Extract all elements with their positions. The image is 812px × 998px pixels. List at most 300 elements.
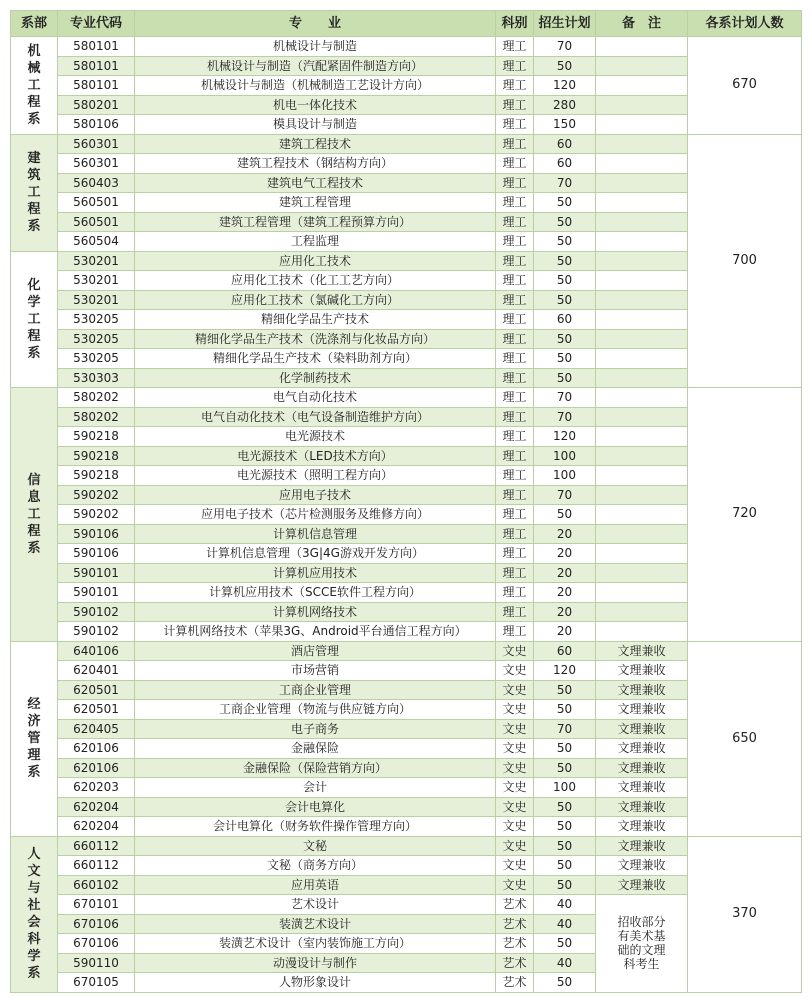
- major-note: 文理兼收: [596, 641, 688, 661]
- major-plan: 60: [534, 310, 596, 330]
- major-code: 620405: [58, 719, 135, 739]
- major-plan: 100: [534, 446, 596, 466]
- major-category: 理工: [496, 602, 534, 622]
- major-plan: 100: [534, 778, 596, 798]
- major-category: 理工: [496, 485, 534, 505]
- major-code: 670105: [58, 973, 135, 993]
- major-category: 理工: [496, 349, 534, 369]
- major-plan: 70: [534, 388, 596, 408]
- major-note: [596, 95, 688, 115]
- major-plan: 280: [534, 95, 596, 115]
- table-row: [11, 700, 802, 720]
- major-plan: 40: [534, 953, 596, 973]
- major-note: 文理兼收: [596, 680, 688, 700]
- dept-name: [11, 836, 58, 992]
- major-plan: 50: [534, 232, 596, 252]
- major-category: 理工: [496, 232, 534, 252]
- major-name: 装潢艺术设计: [135, 914, 496, 934]
- dept-name-text: 化学工程系: [27, 277, 41, 361]
- major-plan: 50: [534, 56, 596, 76]
- major-code: 580101: [58, 56, 135, 76]
- major-name: 建筑工程技术（钢结构方向）: [135, 154, 496, 174]
- major-code: 530205: [58, 329, 135, 349]
- major-plan: 50: [534, 875, 596, 895]
- major-category: 艺术: [496, 973, 534, 993]
- dept-name-text: 建筑工程系: [27, 151, 41, 234]
- major-plan: 50: [534, 349, 596, 369]
- major-name: 电光源技术: [135, 427, 496, 447]
- major-name: 计算机应用技术: [135, 563, 496, 583]
- table-row: [11, 134, 802, 154]
- major-code: 620401: [58, 661, 135, 681]
- major-plan: 100: [534, 466, 596, 486]
- major-code: 580201: [58, 95, 135, 115]
- major-category: 文史: [496, 700, 534, 720]
- major-name: 应用英语: [135, 875, 496, 895]
- art-note-text: 招收部分有美术基础的文理科考生: [617, 915, 666, 972]
- major-code: 590102: [58, 622, 135, 642]
- major-note: [596, 505, 688, 525]
- major-category: 理工: [496, 290, 534, 310]
- table-row: [11, 173, 802, 193]
- major-note: [596, 134, 688, 154]
- major-name: 建筑工程管理: [135, 193, 496, 213]
- table-row: [11, 37, 802, 57]
- major-note: [596, 115, 688, 135]
- dept-name-text: 机械工程系: [27, 43, 41, 127]
- major-note: 文理兼收: [596, 758, 688, 778]
- major-plan: 120: [534, 661, 596, 681]
- major-category: 理工: [496, 154, 534, 174]
- table-row: [11, 407, 802, 427]
- major-note: 文理兼收: [596, 797, 688, 817]
- header-dept-total: 各系计划人数: [688, 11, 802, 37]
- major-category: 理工: [496, 466, 534, 486]
- major-plan: 50: [534, 680, 596, 700]
- table-row: [11, 641, 802, 661]
- major-category: 理工: [496, 583, 534, 603]
- table-row: [11, 388, 802, 408]
- major-note: 文理兼收: [596, 836, 688, 856]
- header-category: 科别: [496, 11, 534, 37]
- major-name: 工商企业管理（物流与供应链方向）: [135, 700, 496, 720]
- major-note: 文理兼收: [596, 719, 688, 739]
- major-category: 文史: [496, 778, 534, 798]
- major-plan: 60: [534, 641, 596, 661]
- major-name: 精细化学品生产技术（染料助剂方向）: [135, 349, 496, 369]
- table-row: [11, 329, 802, 349]
- major-note: [596, 446, 688, 466]
- major-note: [596, 563, 688, 583]
- major-code: 620501: [58, 680, 135, 700]
- major-plan: 50: [534, 271, 596, 291]
- major-category: 理工: [496, 368, 534, 388]
- major-category: 理工: [496, 407, 534, 427]
- major-code: 590101: [58, 583, 135, 603]
- table-row: [11, 95, 802, 115]
- table-row: [11, 251, 802, 271]
- major-note: [596, 329, 688, 349]
- dept-total: 670: [688, 37, 802, 135]
- major-name: 金融保险: [135, 739, 496, 759]
- major-plan: 60: [534, 134, 596, 154]
- table-row: [11, 661, 802, 681]
- major-note: [596, 583, 688, 603]
- major-code: 590106: [58, 544, 135, 564]
- major-category: 文史: [496, 758, 534, 778]
- table-row: [11, 349, 802, 369]
- dept-name: [11, 641, 58, 836]
- table-row: [11, 778, 802, 798]
- major-plan: 150: [534, 115, 596, 135]
- major-plan: 20: [534, 544, 596, 564]
- table-row: [11, 719, 802, 739]
- major-note: [596, 427, 688, 447]
- table-row: [11, 583, 802, 603]
- major-code: 620106: [58, 758, 135, 778]
- major-note: [596, 388, 688, 408]
- major-plan: 40: [534, 914, 596, 934]
- major-note: [596, 485, 688, 505]
- major-code: 530201: [58, 290, 135, 310]
- dept-name-text: 人文与社会科学系: [27, 847, 41, 981]
- table-row: [11, 154, 802, 174]
- major-name: 机械设计与制造（汽配紧固件制造方向）: [135, 56, 496, 76]
- table-row: [11, 524, 802, 544]
- major-note: [596, 524, 688, 544]
- major-code: 590102: [58, 602, 135, 622]
- major-code: 670101: [58, 895, 135, 915]
- major-name: 会计电算化（财务软件操作管理方向）: [135, 817, 496, 837]
- major-category: 文史: [496, 641, 534, 661]
- table-row: [11, 232, 802, 252]
- major-category: 理工: [496, 524, 534, 544]
- major-plan: 40: [534, 895, 596, 915]
- major-name: 电气自动化技术（电气设备制造维护方向）: [135, 407, 496, 427]
- major-name: 精细化学品生产技术（洗涤剂与化妆品方向）: [135, 329, 496, 349]
- major-plan: 50: [534, 251, 596, 271]
- major-category: 艺术: [496, 934, 534, 954]
- major-note: [596, 466, 688, 486]
- major-plan: 20: [534, 524, 596, 544]
- major-name: 机械设计与制造: [135, 37, 496, 57]
- major-note: [596, 544, 688, 564]
- major-code: 560403: [58, 173, 135, 193]
- major-name: 人物形象设计: [135, 973, 496, 993]
- major-category: 理工: [496, 212, 534, 232]
- major-name: 工程监理: [135, 232, 496, 252]
- major-name: 机电一体化技术: [135, 95, 496, 115]
- major-plan: 20: [534, 622, 596, 642]
- major-category: 理工: [496, 37, 534, 57]
- dept-name: [11, 134, 58, 251]
- major-plan: 50: [534, 758, 596, 778]
- major-note: 文理兼收: [596, 739, 688, 759]
- dept-total: 650: [688, 641, 802, 836]
- major-name: 应用化工技术: [135, 251, 496, 271]
- major-name: 应用电子技术: [135, 485, 496, 505]
- major-code: 660112: [58, 836, 135, 856]
- major-code: 580101: [58, 37, 135, 57]
- table-row: [11, 817, 802, 837]
- major-category: 文史: [496, 739, 534, 759]
- major-note: [596, 407, 688, 427]
- major-category: 文史: [496, 719, 534, 739]
- major-plan: 50: [534, 700, 596, 720]
- major-name: 应用电子技术（芯片检测服务及维修方向）: [135, 505, 496, 525]
- major-category: 理工: [496, 446, 534, 466]
- major-note: [596, 368, 688, 388]
- major-plan: 50: [534, 505, 596, 525]
- header-plan: 招生计划: [534, 11, 596, 37]
- major-note: [596, 76, 688, 96]
- table-row: [11, 76, 802, 96]
- major-category: 理工: [496, 271, 534, 291]
- table-row: [11, 368, 802, 388]
- major-code: 560501: [58, 212, 135, 232]
- major-plan: 20: [534, 602, 596, 622]
- major-code: 580106: [58, 115, 135, 135]
- major-name: 应用化工技术（化工工艺方向）: [135, 271, 496, 291]
- major-note: 文理兼收: [596, 661, 688, 681]
- major-category: 理工: [496, 134, 534, 154]
- major-plan: 50: [534, 973, 596, 993]
- major-note: [596, 602, 688, 622]
- major-category: 文史: [496, 836, 534, 856]
- table-row: [11, 856, 802, 876]
- major-code: 660112: [58, 856, 135, 876]
- major-plan: 60: [534, 154, 596, 174]
- major-category: 理工: [496, 310, 534, 330]
- major-plan: 120: [534, 427, 596, 447]
- major-category: 理工: [496, 115, 534, 135]
- major-name: 计算机应用技术（SCCE软件工程方向）: [135, 583, 496, 603]
- major-name: 电光源技术（LED技术方向）: [135, 446, 496, 466]
- major-plan: 20: [534, 563, 596, 583]
- table-body: [11, 37, 802, 993]
- dept-name-text: 信息工程系: [27, 472, 41, 556]
- header-row: [11, 11, 802, 37]
- table-row: [11, 56, 802, 76]
- major-code: 590101: [58, 563, 135, 583]
- major-name: 会计: [135, 778, 496, 798]
- major-plan: 50: [534, 817, 596, 837]
- major-name: 化学制药技术: [135, 368, 496, 388]
- major-plan: 50: [534, 739, 596, 759]
- major-note: [596, 154, 688, 174]
- major-name: 应用化工技术（氯碱化工方向）: [135, 290, 496, 310]
- major-category: 文史: [496, 856, 534, 876]
- major-code: 560504: [58, 232, 135, 252]
- major-code: 590218: [58, 446, 135, 466]
- major-code: 620204: [58, 817, 135, 837]
- major-name: 机械设计与制造（机械制造工艺设计方向）: [135, 76, 496, 96]
- major-name: 文秘: [135, 836, 496, 856]
- major-code: 580202: [58, 407, 135, 427]
- major-name: 精细化学品生产技术: [135, 310, 496, 330]
- table-row: [11, 680, 802, 700]
- major-code: 530303: [58, 368, 135, 388]
- major-name: 会计电算化: [135, 797, 496, 817]
- major-category: 理工: [496, 329, 534, 349]
- major-category: 理工: [496, 251, 534, 271]
- major-code: 560501: [58, 193, 135, 213]
- major-note: [596, 622, 688, 642]
- major-note: 文理兼收: [596, 817, 688, 837]
- major-name: 电气自动化技术: [135, 388, 496, 408]
- major-note: [596, 56, 688, 76]
- enrollment-plan-table-wrapper: [10, 10, 802, 993]
- table-row: [11, 427, 802, 447]
- major-plan: 50: [534, 329, 596, 349]
- major-code: 530205: [58, 310, 135, 330]
- major-category: 理工: [496, 173, 534, 193]
- table-row: [11, 193, 802, 213]
- major-code: 530201: [58, 271, 135, 291]
- table-row: [11, 563, 802, 583]
- major-name: 金融保险（保险营销方向）: [135, 758, 496, 778]
- major-name: 文秘（商务方向）: [135, 856, 496, 876]
- table-row: [11, 544, 802, 564]
- major-category: 理工: [496, 563, 534, 583]
- major-name: 工商企业管理: [135, 680, 496, 700]
- major-note: [596, 290, 688, 310]
- major-name: 计算机网络技术: [135, 602, 496, 622]
- major-code: 670106: [58, 914, 135, 934]
- major-plan: 70: [534, 485, 596, 505]
- major-note: [596, 310, 688, 330]
- major-category: 理工: [496, 544, 534, 564]
- major-code: 590218: [58, 427, 135, 447]
- major-name: 电子商务: [135, 719, 496, 739]
- table-row: [11, 310, 802, 330]
- major-category: 艺术: [496, 895, 534, 915]
- major-plan: 50: [534, 934, 596, 954]
- major-code: 580202: [58, 388, 135, 408]
- major-code: 620501: [58, 700, 135, 720]
- major-plan: 70: [534, 173, 596, 193]
- dept-total: 700: [688, 134, 802, 388]
- table-row: [11, 466, 802, 486]
- major-code: 580101: [58, 76, 135, 96]
- major-name: 艺术设计: [135, 895, 496, 915]
- header-code: 专业代码: [58, 11, 135, 37]
- major-name: 计算机网络技术（苹果3G、Android平台通信工程方向）: [135, 622, 496, 642]
- major-note: 文理兼收: [596, 856, 688, 876]
- major-note: [596, 37, 688, 57]
- major-category: 文史: [496, 680, 534, 700]
- table-row: [11, 485, 802, 505]
- major-plan: 50: [534, 368, 596, 388]
- table-row: [11, 622, 802, 642]
- dept-total: 720: [688, 388, 802, 642]
- major-name: 建筑电气工程技术: [135, 173, 496, 193]
- major-category: 文史: [496, 797, 534, 817]
- table-row: [11, 875, 802, 895]
- major-plan: 70: [534, 407, 596, 427]
- major-category: 理工: [496, 622, 534, 642]
- table-row: [11, 797, 802, 817]
- major-plan: 50: [534, 212, 596, 232]
- major-code: 670106: [58, 934, 135, 954]
- major-category: 文史: [496, 661, 534, 681]
- major-note: [596, 212, 688, 232]
- dept-total: 370: [688, 836, 802, 992]
- dept-name: [11, 388, 58, 642]
- major-note: [596, 193, 688, 213]
- major-note: 文理兼收: [596, 778, 688, 798]
- dept-name: [11, 251, 58, 388]
- major-category: 理工: [496, 76, 534, 96]
- major-code: 560301: [58, 154, 135, 174]
- header-major: 专 业: [135, 11, 496, 37]
- header-note: 备 注: [596, 11, 688, 37]
- dept-name-text: 经济管理系: [27, 697, 41, 780]
- major-code: 660102: [58, 875, 135, 895]
- table-row: [11, 446, 802, 466]
- table-row: [11, 739, 802, 759]
- table-row: [11, 602, 802, 622]
- major-code: 530201: [58, 251, 135, 271]
- major-plan: 50: [534, 193, 596, 213]
- art-note: [596, 895, 688, 993]
- major-name: 建筑工程技术: [135, 134, 496, 154]
- major-code: 590106: [58, 524, 135, 544]
- major-plan: 120: [534, 76, 596, 96]
- major-plan: 70: [534, 719, 596, 739]
- major-code: 620203: [58, 778, 135, 798]
- major-note: [596, 349, 688, 369]
- major-note: 文理兼收: [596, 875, 688, 895]
- major-plan: 50: [534, 856, 596, 876]
- major-plan: 70: [534, 37, 596, 57]
- major-category: 理工: [496, 427, 534, 447]
- major-code: 530205: [58, 349, 135, 369]
- table-row: [11, 290, 802, 310]
- header-dept: 系部: [11, 11, 58, 37]
- major-category: 理工: [496, 56, 534, 76]
- enrollment-plan-table: [10, 10, 802, 993]
- major-category: 理工: [496, 95, 534, 115]
- major-note: [596, 232, 688, 252]
- major-code: 590202: [58, 505, 135, 525]
- major-name: 计算机信息管理（3G|4G游戏开发方向）: [135, 544, 496, 564]
- major-name: 建筑工程管理（建筑工程预算方向）: [135, 212, 496, 232]
- major-note: [596, 173, 688, 193]
- major-name: 酒店管理: [135, 641, 496, 661]
- major-name: 市场营销: [135, 661, 496, 681]
- major-name: 动漫设计与制作: [135, 953, 496, 973]
- table-row: [11, 895, 802, 915]
- major-category: 艺术: [496, 914, 534, 934]
- major-category: 理工: [496, 193, 534, 213]
- major-category: 艺术: [496, 953, 534, 973]
- major-plan: 50: [534, 797, 596, 817]
- major-category: 理工: [496, 388, 534, 408]
- major-code: 590218: [58, 466, 135, 486]
- major-plan: 50: [534, 290, 596, 310]
- major-note: [596, 251, 688, 271]
- table-row: [11, 505, 802, 525]
- table-row: [11, 212, 802, 232]
- major-name: 电光源技术（照明工程方向）: [135, 466, 496, 486]
- major-plan: 20: [534, 583, 596, 603]
- major-name: 模具设计与制造: [135, 115, 496, 135]
- major-category: 理工: [496, 505, 534, 525]
- major-name: 计算机信息管理: [135, 524, 496, 544]
- major-category: 文史: [496, 817, 534, 837]
- major-code: 590110: [58, 953, 135, 973]
